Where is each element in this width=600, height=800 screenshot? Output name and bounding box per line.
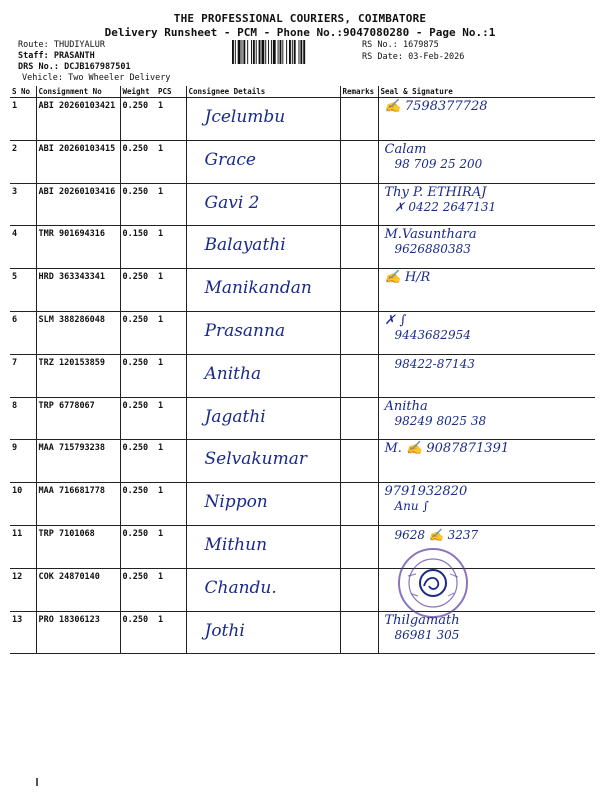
route-label: Route:: [18, 40, 49, 50]
row-remarks: [340, 525, 378, 568]
row-consignment-no: TMR 901694316: [36, 226, 120, 269]
company-title: THE PROFESSIONAL COURIERS, COIMBATORE: [173, 12, 427, 25]
row-consignment-no: MAA 715793238: [36, 440, 120, 483]
staff-value: PRASANTH: [53, 51, 95, 61]
signature-line-1: ✍ H/R: [384, 270, 431, 286]
signature-text: [385, 100, 488, 114]
row-pcs: 1: [156, 440, 186, 483]
signature-line-1: Anitha: [384, 398, 428, 414]
row-seal-signature: [378, 483, 595, 526]
row-consignee: [186, 483, 340, 526]
row-weight: 0.150: [120, 226, 156, 269]
consignee-handwritten-name: Jagathi: [204, 406, 266, 427]
consignee-handwritten-name: Manikandan: [204, 278, 312, 299]
signature-text: [385, 186, 497, 214]
row-consignment-no: ABI 20260103415: [36, 140, 120, 183]
drs-label: DRS No.:: [18, 62, 59, 72]
row-pcs: 1: [156, 354, 186, 397]
row-pcs: 1: [156, 269, 186, 312]
row-sno: 13: [10, 611, 36, 654]
row-weight: 0.250: [120, 98, 156, 141]
row-pcs: 1: [156, 311, 186, 354]
signature-text: [385, 143, 483, 171]
barcode-bar: [253, 40, 255, 64]
signature-line-1: Thilgamath: [384, 612, 460, 628]
row-sno: 8: [10, 397, 36, 440]
row-weight: 0.250: [120, 568, 156, 611]
table-row: [10, 226, 595, 269]
col-remarks-header: Remarks: [340, 86, 378, 98]
signature-line-1: Calam: [384, 141, 427, 157]
barcode-bar: [247, 40, 248, 64]
barcode-bar: [289, 40, 291, 64]
table-row: [10, 483, 595, 526]
row-consignment-no: PRO 18306123: [36, 611, 120, 654]
table-row: [10, 611, 595, 654]
row-weight: 0.250: [120, 140, 156, 183]
barcode-bar: [282, 40, 283, 64]
table-row: [10, 568, 595, 611]
barcode-bar: [273, 40, 276, 64]
consignee-handwritten-name: Selvakumar: [204, 449, 308, 470]
row-weight: 0.250: [120, 269, 156, 312]
row-consignment-no: TRP 7101068: [36, 525, 120, 568]
row-consignment-no: ABI 20260103421: [36, 98, 120, 141]
signature-line-1: ✗ ∫: [384, 312, 407, 328]
row-consignee: [186, 98, 340, 141]
table-row: [10, 397, 595, 440]
row-sno: 5: [10, 269, 36, 312]
signature-line-2: ✗ 0422 2647131: [394, 199, 497, 214]
signature-text: [385, 271, 431, 285]
row-consignee: [186, 440, 340, 483]
consignee-handwritten-name: Jcelumbu: [204, 107, 286, 127]
row-remarks: [340, 140, 378, 183]
signature-line-2: 86981 305: [394, 627, 460, 642]
row-sno: 3: [10, 183, 36, 226]
barcode-bar: [303, 40, 305, 64]
row-sno: 9: [10, 440, 36, 483]
row-consignment-no: ABI 20260103416: [36, 183, 120, 226]
signature-text: [385, 228, 477, 256]
barcode-bar: [265, 40, 266, 64]
row-remarks: [340, 354, 378, 397]
row-consignment-no: TRZ 120153859: [36, 354, 120, 397]
row-consignee: [186, 568, 340, 611]
signature-line-1: 9791932820: [384, 484, 468, 500]
row-pcs: 1: [156, 611, 186, 654]
route-line: [18, 40, 105, 51]
row-remarks: [340, 568, 378, 611]
row-weight: 0.250: [120, 525, 156, 568]
row-consignee: [186, 354, 340, 397]
signature-text: [385, 357, 475, 371]
barcode-bar: [243, 40, 245, 64]
signature-line-2: 98422-87143: [394, 356, 475, 371]
row-seal-signature: [378, 568, 595, 611]
row-remarks: [340, 483, 378, 526]
col-weight-header: Weight: [120, 86, 156, 98]
col-pcs-header: PCS: [156, 86, 186, 98]
vehicle-value: Two Wheeler Delivery: [68, 73, 171, 83]
row-seal-signature: [378, 98, 595, 141]
row-seal-signature: [378, 525, 595, 568]
row-remarks: [340, 269, 378, 312]
row-seal-signature: [378, 397, 595, 440]
row-remarks: [340, 98, 378, 141]
signature-line-2: 98 709 25 200: [394, 156, 483, 171]
row-seal-signature: [378, 611, 595, 654]
row-consignment-no: MAA 716681778: [36, 483, 120, 526]
barcode-bar: [278, 40, 279, 64]
row-remarks: [340, 397, 378, 440]
vehicle-label: Vehicle:: [22, 73, 63, 83]
row-weight: 0.250: [120, 397, 156, 440]
row-consignee: [186, 611, 340, 654]
row-seal-signature: [378, 269, 595, 312]
row-weight: 0.250: [120, 440, 156, 483]
signature-line-1: Thy P. ETHIRAJ: [384, 184, 487, 200]
row-sno: 10: [10, 483, 36, 526]
rs-no-line: [362, 40, 439, 51]
table-row: [10, 183, 595, 226]
rs-no-label: RS No.:: [362, 40, 398, 50]
row-pcs: 1: [156, 568, 186, 611]
barcode-bar: [280, 40, 282, 64]
row-pcs: 1: [156, 98, 186, 141]
row-pcs: 1: [156, 525, 186, 568]
consignee-handwritten-name: Chandu.: [204, 577, 277, 598]
barcode-bar: [292, 40, 293, 64]
runsheet-table: [10, 86, 595, 654]
barcode-bar: [256, 40, 257, 64]
rs-no-value: 1679875: [402, 40, 439, 50]
row-sno: 6: [10, 311, 36, 354]
row-consignment-no: COK 24870140: [36, 568, 120, 611]
row-consignee: [186, 140, 340, 183]
barcode-bar: [235, 40, 236, 64]
signature-line-2: 9443682954: [394, 327, 471, 342]
row-consignee: [186, 183, 340, 226]
signature-text: [385, 314, 471, 342]
barcode-bar: [268, 40, 269, 64]
table-row: [10, 525, 595, 568]
consignee-handwritten-name: Anitha: [204, 363, 262, 384]
row-sno: 4: [10, 226, 36, 269]
col-sno-header: S No: [10, 86, 36, 98]
signature-line-1: M.Vasunthara: [384, 227, 477, 243]
consignee-handwritten-name: Balayathi: [204, 235, 286, 256]
drs-line: [18, 62, 131, 73]
rs-date-line: [362, 52, 464, 63]
signature-line-2: 9628 ✍ 3237: [394, 527, 479, 542]
barcode-bar: [251, 40, 252, 64]
signature-text: [385, 485, 468, 513]
row-consignment-no: TRP 6778067: [36, 397, 120, 440]
scan-mark: [36, 778, 38, 786]
col-consignment-header: Consignment No: [36, 86, 120, 98]
table-row: [10, 440, 595, 483]
signature-text: [385, 614, 460, 642]
row-sno: 1: [10, 98, 36, 141]
signature-line-2: 98249 8025 38: [394, 413, 487, 428]
row-seal-signature: [378, 226, 595, 269]
signature-line-2: Anu ∫: [394, 499, 429, 514]
rs-date-label: RS Date:: [362, 52, 403, 62]
row-consignee: [186, 269, 340, 312]
row-seal-signature: [378, 354, 595, 397]
table-header-row: [10, 86, 595, 98]
barcode-bar: [294, 40, 296, 64]
row-consignee: [186, 397, 340, 440]
row-sno: 2: [10, 140, 36, 183]
col-seal-header: Seal & Signature: [378, 86, 595, 98]
row-weight: 0.250: [120, 354, 156, 397]
drs-value: DCJB167987501: [64, 62, 131, 72]
table-row: [10, 98, 595, 141]
row-remarks: [340, 611, 378, 654]
consignee-handwritten-name: Mithun: [204, 534, 268, 555]
barcode-image: [232, 40, 356, 64]
row-consignee: [186, 311, 340, 354]
row-weight: 0.250: [120, 611, 156, 654]
row-sno: 7: [10, 354, 36, 397]
row-seal-signature: [378, 311, 595, 354]
barcode-bar: [232, 40, 234, 64]
consignee-handwritten-name: Jothi: [204, 620, 245, 641]
barcode-bar: [238, 40, 241, 64]
consignee-handwritten-name: Nippon: [204, 492, 268, 513]
row-weight: 0.250: [120, 483, 156, 526]
barcode-bar: [261, 40, 264, 64]
barcode-bar: [271, 40, 272, 64]
barcode-bar: [259, 40, 261, 64]
barcode-bar: [300, 40, 302, 64]
signature-text: [385, 442, 510, 456]
row-consignee: [186, 226, 340, 269]
staff-label: Staff:: [18, 51, 49, 61]
rs-date-value: 03-Feb-2026: [408, 52, 465, 62]
signature-text: [385, 400, 487, 428]
signature-line-1: M. ✍ 9087871391: [384, 441, 510, 457]
barcode-bar: [299, 40, 300, 64]
row-pcs: 1: [156, 397, 186, 440]
row-consignment-no: HRD 363343341: [36, 269, 120, 312]
row-sno: 11: [10, 525, 36, 568]
row-weight: 0.250: [120, 311, 156, 354]
signature-line-1: ✍ 7598377728: [384, 99, 488, 114]
row-consignment-no: SLM 388286048: [36, 311, 120, 354]
table-row: [10, 269, 595, 312]
table-row: [10, 140, 595, 183]
row-pcs: 1: [156, 226, 186, 269]
row-remarks: [340, 440, 378, 483]
staff-line: [18, 51, 95, 62]
signature-line-2: 9626880383: [394, 242, 471, 257]
row-pcs: 1: [156, 183, 186, 226]
consignee-handwritten-name: Gavi 2: [204, 192, 260, 213]
row-remarks: [340, 183, 378, 226]
vehicle-line: [22, 73, 170, 84]
row-seal-signature: [378, 140, 595, 183]
route-value: THUDIYALUR: [53, 40, 106, 50]
barcode-bar: [242, 40, 243, 64]
consignee-handwritten-name: Prasanna: [204, 320, 286, 341]
table-row: [10, 311, 595, 354]
barcode-bar: [286, 40, 287, 64]
row-weight: 0.250: [120, 183, 156, 226]
row-seal-signature: [378, 183, 595, 226]
consignee-handwritten-name: Grace: [204, 149, 256, 170]
signature-text: [385, 528, 479, 542]
row-seal-signature: [378, 440, 595, 483]
table-row: [10, 354, 595, 397]
row-remarks: [340, 311, 378, 354]
row-pcs: 1: [156, 483, 186, 526]
row-sno: 12: [10, 568, 36, 611]
row-pcs: 1: [156, 140, 186, 183]
runsheet-subtitle: Delivery Runsheet - PCM - Phone No.:9047080280 - Page No.:1: [104, 26, 496, 39]
row-consignee: [186, 525, 340, 568]
row-remarks: [340, 226, 378, 269]
col-consignee-header: Consignee Details: [186, 86, 340, 98]
